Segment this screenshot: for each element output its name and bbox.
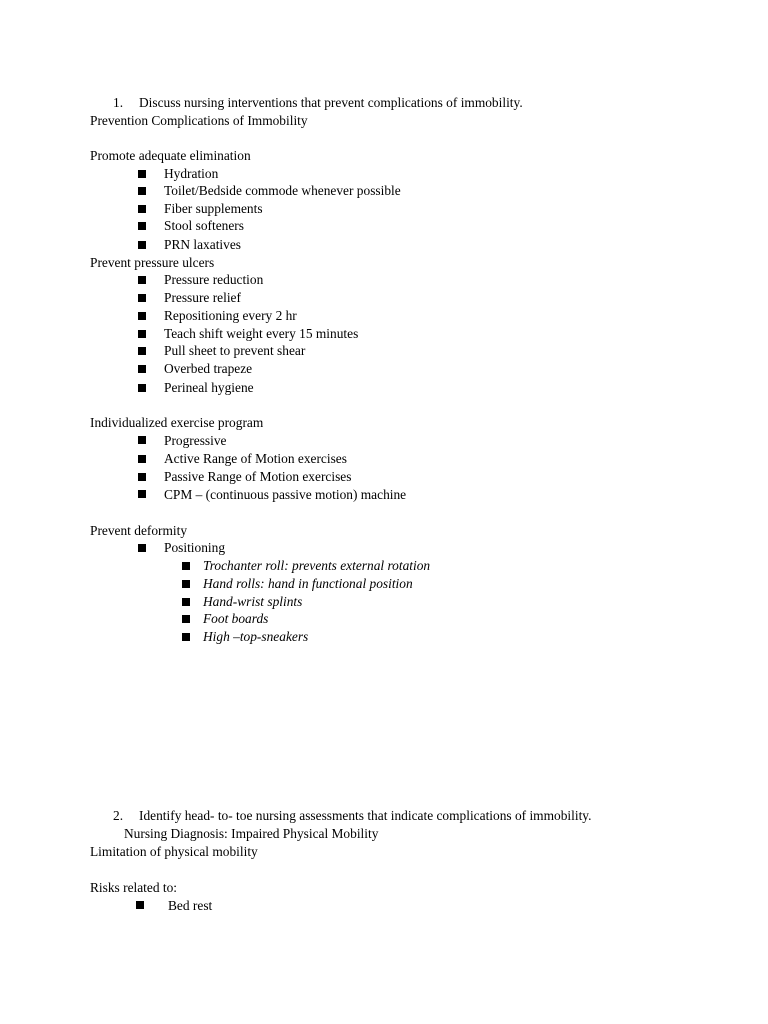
- sub-list-item: Trochanter roll: prevents external rotation: [203, 558, 431, 573]
- q2-number: 2.: [113, 808, 124, 823]
- list-item: Passive Range of Motion exercises: [164, 469, 352, 484]
- list-item: Progressive: [164, 433, 227, 448]
- q1-number: 1.: [113, 95, 124, 110]
- bullet-icon: [182, 562, 190, 570]
- list-item: Pull sheet to prevent shear: [164, 343, 306, 358]
- bullet-icon: [138, 490, 146, 498]
- deformity-title: Prevent deformity: [90, 523, 188, 538]
- elimination-title: Promote adequate elimination: [90, 148, 251, 163]
- list-item: Fiber supplements: [164, 201, 263, 216]
- bullet-icon: [182, 633, 190, 641]
- sub-list-item: Hand rolls: hand in functional position: [203, 576, 413, 591]
- list-item: Pressure reduction: [164, 272, 264, 287]
- exercise-title: Individualized exercise program: [90, 415, 264, 430]
- q1-question: Discuss nursing interventions that prevent complications of immobility.: [139, 95, 523, 110]
- bullet-icon: [182, 580, 190, 588]
- bullet-icon: [138, 473, 146, 481]
- bullet-icon: [182, 615, 190, 623]
- bullet-icon: [138, 241, 146, 249]
- bullet-icon: [138, 312, 146, 320]
- bullet-icon: [138, 365, 146, 373]
- bullet-icon: [138, 187, 146, 195]
- bullet-icon: [138, 170, 146, 178]
- bullet-icon: [138, 205, 146, 213]
- bullet-icon: [138, 294, 146, 302]
- q1-heading: Prevention Complications of Immobility: [90, 113, 308, 128]
- risks-title: Risks related to:: [90, 880, 178, 895]
- bullet-icon: [138, 384, 146, 392]
- bullet-icon: [138, 276, 146, 284]
- list-item: Overbed trapeze: [164, 361, 253, 376]
- bullet-icon: [136, 901, 144, 909]
- bullet-icon: [138, 222, 146, 230]
- bullet-icon: [138, 544, 146, 552]
- bullet-icon: [138, 455, 146, 463]
- bullet-icon: [138, 347, 146, 355]
- list-item: Repositioning every 2 hr: [164, 308, 297, 323]
- list-item: Teach shift weight every 15 minutes: [164, 326, 359, 341]
- bullet-icon: [138, 436, 146, 444]
- bullet-icon: [138, 330, 146, 338]
- list-item: Bed rest: [168, 898, 213, 913]
- nursing-diagnosis: Nursing Diagnosis: Impaired Physical Mobility: [124, 826, 379, 841]
- sub-list-item: Foot boards: [203, 611, 269, 626]
- pressure-title: Prevent pressure ulcers: [90, 255, 215, 270]
- list-item: Perineal hygiene: [164, 380, 254, 395]
- list-item: Positioning: [164, 540, 226, 555]
- q2-question: Identify head- to- toe nursing assessments that indicate complications of immobility.: [139, 808, 592, 823]
- list-item: Active Range of Motion exercises: [164, 451, 347, 466]
- list-item: Hydration: [164, 166, 219, 181]
- list-item: Stool softeners: [164, 218, 244, 233]
- limitation-title: Limitation of physical mobility: [90, 844, 258, 859]
- sub-list-item: High –top-sneakers: [203, 629, 309, 644]
- list-item: Toilet/Bedside commode whenever possible: [164, 183, 401, 198]
- list-item: Pressure relief: [164, 290, 241, 305]
- list-item: CPM – (continuous passive motion) machine: [164, 487, 407, 502]
- bullet-icon: [182, 598, 190, 606]
- sub-list-item: Hand-wrist splints: [203, 594, 303, 609]
- list-item: PRN laxatives: [164, 237, 241, 252]
